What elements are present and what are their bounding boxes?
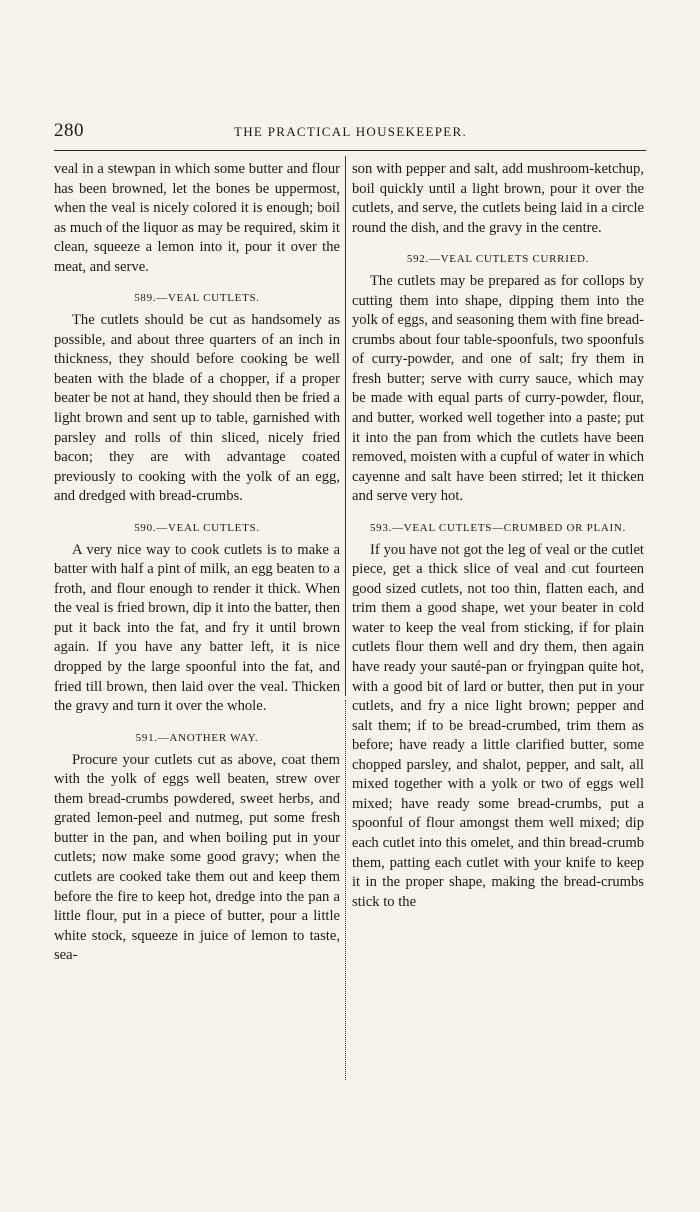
recipe-593-body: If you have not got the leg of veal or the cutlet piece, get a thick slice of veal and cut fourteen good sized cutlets, not too thin, flatten each, and trim them a good shape, wet your beater in cold water to keep the veal from sticking, if for plain cutlets flour them well and dry them, then again have ready your sauté-pan or fryingpan quite hot, with a good bit of lard or butter, then put in your cutlets, and fry a nice light brown; pepper and salt them; if to be bread-crumbed, trim them as before; have ready a little clarified butter, some chopped parsley, and shalot, pepper, and salt, all mixed together with a yolk or two of eggs well mixed; have ready some bread-crumbs, put a spoonful of flour amongst them well mixed; dip each cutlet into this omelet, and thin bread-crumb them, patting each cutlet with your knife to keep it in the proper shape, making the bread-crumbs stick to the bbox=[352, 541, 644, 910]
right-column bbox=[352, 160, 644, 912]
recipe-590-body: A very nice way to cook cutlets is to make a batter with half a pint of milk, an egg beaten to a froth, and flour enough to render it thick. When the veal is fried brown, dip it into the batter, then put it back into the fat, and fry it until brown again. If you have any batter left, it is nice dropped by the large spoonful into the fat, and fried till brown, then laid over the veal. Thicken the gravy and turn it over the whole. bbox=[54, 541, 340, 715]
recipe-592-title: 592.—VEAL CUTLETS CURRIED. bbox=[406, 253, 590, 266]
left-column bbox=[54, 160, 340, 966]
intro-paragraph: veal in a stewpan in which some butter and flour has been browned, let the bones be uppermost, when the veal is nicely colored it is enough; boil as much of the liquor as may be required, skim it clean, squeeze a lemon into it, pour it over the meat, and serve. bbox=[54, 161, 340, 275]
column-divider bbox=[345, 156, 346, 696]
recipe-593-title: 593.—VEAL CUTLETS—CRUMBED OR PLAIN. bbox=[369, 521, 626, 534]
page-header bbox=[54, 120, 646, 146]
page-number: 280 bbox=[54, 120, 84, 141]
running-head: THE PRACTICAL HOUSEKEEPER. bbox=[234, 124, 468, 139]
recipe-589-body: The cutlets should be cut as handsomely as possible, and about three quarters of an inch in thickness, they should before cooking be well beaten with the blade of a chopper, if a proper beater be not at hand, they should then be fried a light brown and sent up to table, garnished with parsley and rolls of thin sliced, nicely fried bacon; they are with advantage coated previously to cooking with the yolk of an egg, and dredged with bread-crumbs. bbox=[54, 312, 340, 505]
column-divider-lower bbox=[345, 700, 346, 1080]
recipe-591-body: Procure your cutlets cut as above, coat them with the yolk of eggs well beaten, strew over them bread-crumbs powdered, sweet herbs, and grated lemon-peel and nutmeg, put some fresh butter in the pan, and when boiling put in your cutlets; now make some good gravy; when the cutlets are cooked take them out and keep them before the fire to keep hot, dredge into the pan a little flour, put in a piece of butter, pour a little white stock, squeeze in juice of lemon to taste, sea- bbox=[54, 751, 340, 964]
recipe-590-title: 590.—VEAL CUTLETS. bbox=[134, 521, 260, 534]
recipe-591-title: 591.—ANOTHER WAY. bbox=[135, 731, 259, 744]
recipe-589-title: 589.—VEAL CUTLETS. bbox=[134, 292, 260, 305]
recipe-592-body: The cutlets may be prepared as for collops by cutting them into shape, dipping them into the yolk of eggs, and seasoning them with fine bread-crumbs about four table-spoonfuls, two spoonfuls of curry-powder, and one of salt; fry them in fresh butter; serve with curry sauce, which may be made with equal parts of curry-powder, flour, and butter, worked well together into a paste; put it into the pan from which the cutlets have been removed, moisten with a cupful of water in which cayenne and salt have been stirred; let it thicken and serve very hot. bbox=[352, 273, 644, 505]
header-rule bbox=[54, 150, 646, 151]
continuation-paragraph: son with pepper and salt, add mushroom-ketchup, boil quickly until a light brown, pour it over the cutlets, and serve, the cutlets being laid in a circle round the dish, and the gravy in the centre. bbox=[352, 161, 644, 236]
